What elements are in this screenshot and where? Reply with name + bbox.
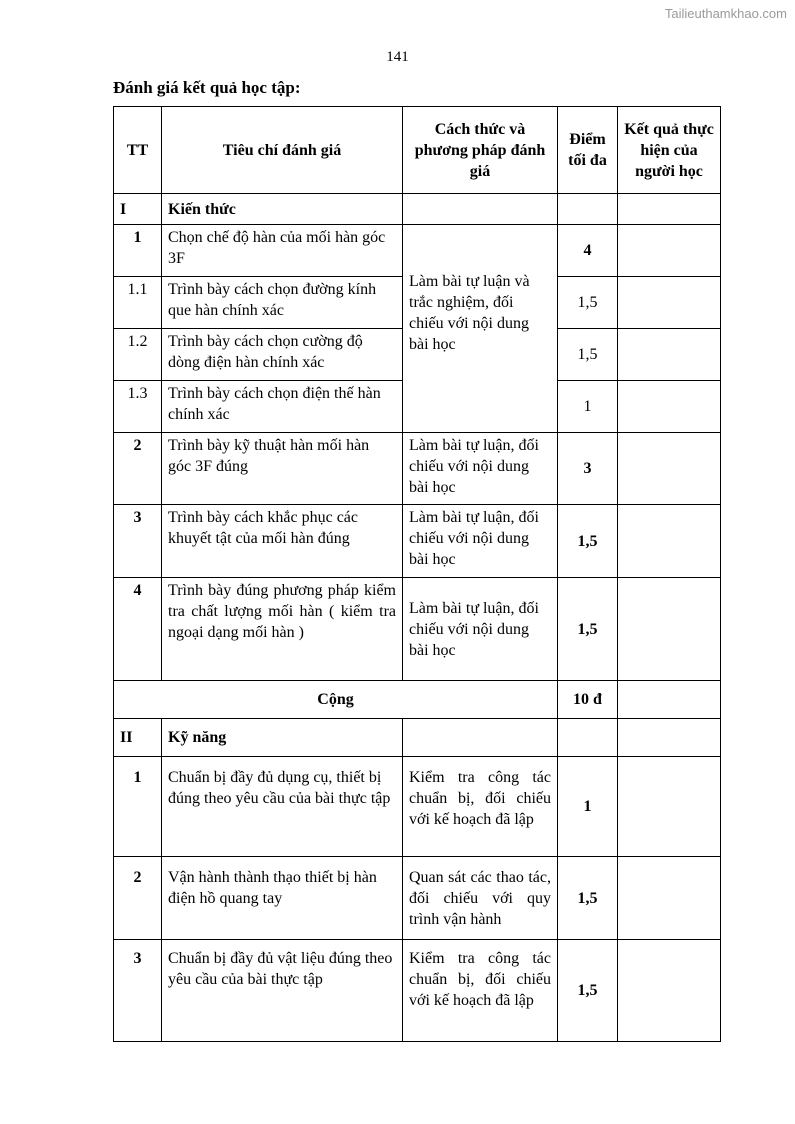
table-row — [114, 940, 721, 1042]
row-result — [618, 505, 721, 578]
row-result — [618, 225, 721, 277]
row-result — [618, 940, 721, 1042]
row-criteria: Chuẩn bị đầy đủ dụng cụ, thiết bị đúng theo yêu cầu của bài thực tập — [162, 757, 403, 857]
table-row — [114, 505, 721, 578]
section-title: Kỹ năng — [162, 719, 403, 757]
empty-cell — [403, 194, 558, 225]
row-tt: 2 — [114, 857, 162, 940]
row-criteria: Trình bày cách chọn đường kính que hàn chính xác — [162, 277, 403, 329]
row-criteria: Chọn chế độ hàn của mối hàn góc 3F — [162, 225, 403, 277]
row-result — [618, 681, 721, 719]
row-method: Kiểm tra công tác chuẩn bị, đối chiếu với kế hoạch đã lập — [403, 940, 558, 1042]
row-score: 1,5 — [558, 329, 618, 381]
row-criteria: Trình bày kỹ thuật hàn mối hàn góc 3F đúng — [162, 433, 403, 505]
row-tt: 3 — [114, 505, 162, 578]
empty-cell — [618, 719, 721, 757]
section-row — [114, 719, 721, 757]
section-row — [114, 194, 721, 225]
merged-method-cell: Làm bài tự luận và trắc nghiệm, đối chiếu với nội dung bài học — [403, 225, 558, 433]
empty-cell — [403, 719, 558, 757]
row-method: Làm bài tự luận, đối chiếu với nội dung bài học — [403, 578, 558, 681]
total-label: Cộng — [114, 681, 558, 719]
row-tt: 2 — [114, 433, 162, 505]
section-number: II — [114, 719, 162, 757]
empty-cell — [558, 194, 618, 225]
row-result — [618, 857, 721, 940]
row-result — [618, 578, 721, 681]
table-row — [114, 578, 721, 681]
row-criteria: Vận hành thành thạo thiết bị hàn điện hồ quang tay — [162, 857, 403, 940]
row-score: 3 — [558, 433, 618, 505]
section-title: Kiến thức — [162, 194, 403, 225]
table-row — [114, 225, 721, 277]
row-score: 1 — [558, 381, 618, 433]
row-result — [618, 329, 721, 381]
row-method: Làm bài tự luận, đối chiếu với nội dung bài học — [403, 433, 558, 505]
total-row — [114, 681, 721, 719]
row-score: 4 — [558, 225, 618, 277]
row-method: Kiểm tra công tác chuẩn bị, đối chiếu với kế hoạch đã lập — [403, 757, 558, 857]
header-max-score: Điểm tối đa — [558, 107, 618, 194]
table-row — [114, 433, 721, 505]
header-tt: TT — [114, 107, 162, 194]
evaluation-table — [113, 106, 721, 1042]
row-score: 1,5 — [558, 578, 618, 681]
row-result — [618, 433, 721, 505]
section-heading: Đánh giá kết quả học tập: — [113, 78, 301, 97]
row-tt: 1 — [114, 225, 162, 277]
row-score: 1,5 — [558, 857, 618, 940]
watermark-text: Tailieuthamkhao.com — [664, 6, 787, 21]
row-criteria: Trình bày cách khắc phục các khuyết tật của mối hàn đúng — [162, 505, 403, 578]
row-method: Làm bài tự luận, đối chiếu với nội dung bài học — [403, 505, 558, 578]
table-header-row — [114, 107, 721, 194]
total-score: 10 đ — [558, 681, 618, 719]
row-criteria: Trình bày đúng phương pháp kiểm tra chất lượng mối hàn ( kiểm tra ngoại dạng mối hàn ) — [162, 578, 403, 681]
table-row — [114, 757, 721, 857]
header-method: Cách thức và phương pháp đánh giá — [403, 107, 558, 194]
empty-cell — [618, 194, 721, 225]
row-tt: 3 — [114, 940, 162, 1042]
page-number: 141 — [386, 49, 409, 65]
row-criteria: Chuẩn bị đầy đủ vật liệu đúng theo yêu cầu của bài thực tập — [162, 940, 403, 1042]
section-number: I — [114, 194, 162, 225]
row-score: 1,5 — [558, 277, 618, 329]
row-tt: 1.1 — [114, 277, 162, 329]
row-score: 1 — [558, 757, 618, 857]
row-result — [618, 381, 721, 433]
row-tt: 4 — [114, 578, 162, 681]
row-criteria: Trình bày cách chọn cường độ dòng điện hàn chính xác — [162, 329, 403, 381]
row-tt: 1 — [114, 757, 162, 857]
row-score: 1,5 — [558, 940, 618, 1042]
row-tt: 1.3 — [114, 381, 162, 433]
table-row — [114, 857, 721, 940]
empty-cell — [558, 719, 618, 757]
header-result: Kết quả thực hiện của người học — [618, 107, 721, 194]
row-result — [618, 277, 721, 329]
header-criteria: Tiêu chí đánh giá — [162, 107, 403, 194]
row-score: 1,5 — [558, 505, 618, 578]
row-criteria: Trình bày cách chọn điện thế hàn chính xác — [162, 381, 403, 433]
row-method: Quan sát các thao tác, đối chiếu với quy trình vận hành — [403, 857, 558, 940]
row-result — [618, 757, 721, 857]
row-tt: 1.2 — [114, 329, 162, 381]
